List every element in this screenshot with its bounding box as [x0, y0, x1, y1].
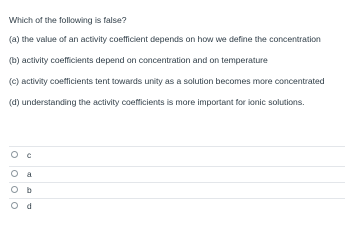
radio-button-c[interactable]	[11, 151, 18, 158]
radio-button-b[interactable]	[11, 186, 18, 193]
question-prompt: Which of the following is false?	[9, 15, 127, 25]
statement-d: (d) understanding the activity coefficients is more important for ionic solutions.	[9, 97, 305, 107]
answer-option-a[interactable]	[0, 170, 350, 178]
divider	[9, 182, 345, 183]
divider	[9, 198, 345, 199]
radio-button-d[interactable]	[11, 202, 18, 209]
statement-b: (b) activity coefficients depend on concentration and on temperature	[9, 55, 268, 65]
answer-label-c: c	[27, 150, 32, 160]
divider	[9, 166, 345, 167]
statement-c: (c) activity coefficients tent towards unity as a solution becomes more concentrated	[9, 76, 325, 86]
divider	[9, 146, 345, 147]
answer-label-b: b	[27, 185, 32, 195]
answer-label-d: d	[27, 201, 32, 211]
statement-a: (a) the value of an activity coefficient depends on how we define the concentration	[9, 34, 321, 44]
answer-label-a: a	[27, 169, 32, 179]
radio-button-a[interactable]	[11, 170, 18, 177]
answer-option-b[interactable]	[0, 186, 350, 194]
answer-option-c[interactable]	[0, 151, 350, 159]
answer-option-d[interactable]	[0, 202, 350, 210]
